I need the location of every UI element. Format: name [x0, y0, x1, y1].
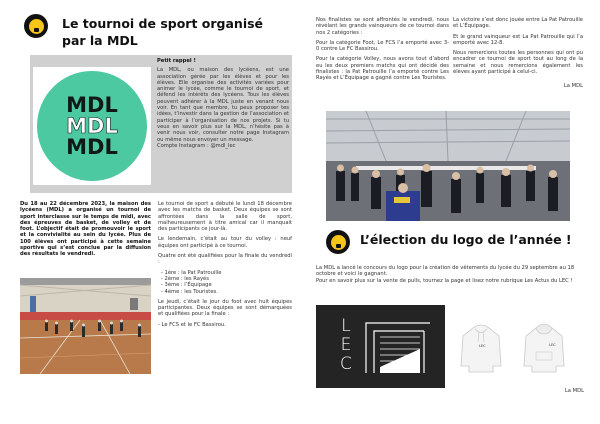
- rappel-block: [157, 58, 289, 153]
- team-list: [158, 270, 292, 295]
- results-column-b: [453, 17, 583, 94]
- lec-letter-l: L: [341, 316, 351, 336]
- foot-result-paragraph: Pour la catégorie Foot, Le FCS l’a emporté avec 3-0 contre Le FC Bassirou.: [316, 39, 449, 53]
- qualified-paragraph: Quatre ont été qualifiées pour la finale du vendredi :: [158, 253, 292, 266]
- thanks-paragraph: Nous remercions toutes les personnes qui ont pu encadrer ce tournoi de sport tout au long de la semaine et nous remercions également les élèves ayant participé à celui-ci.: [453, 50, 583, 76]
- pull-sale-paragraph: Pour en savoir plus sur la vente de pulls, tournez la page et lisez notre rubrique Les Actus du LEC !: [316, 277, 573, 284]
- results-column-a: [316, 17, 449, 86]
- lightbulb-icon: [24, 14, 48, 38]
- logo-contest-paragraph: La MDL a lancé le concours du logo pour la création de vêtements du lycée du 29 septembre au 18 octobre et voici le gagnant.: [316, 265, 575, 278]
- volley-photo: [326, 111, 570, 221]
- rappel-text: La MDL, ou maison des lycéens, est une association gérée par les élèves et pour les élèves. Elle organise des activités variées pour animer le lycée, comme le tournoi de sport, et défend les intérêts des lycéens. Tous les élèves peuvent adhérer à la MDL juste en venant nous voir. En tant que membre, tu peux proposer tes idées, t’investir dans la gestion de l’association et participer à l’organisation de nos projets. Si tu veux en savoir plus sur la MDL, n’hésite pas à venir nous voir, consulter notre page Instagram ou même nous envoyer un message.: [157, 67, 289, 143]
- mdl-logo: [33, 67, 151, 185]
- lightbulb-icon: [326, 230, 350, 254]
- logo-election-title: L’élection du logo de l’année !: [360, 232, 572, 247]
- rappel-heading: Petit rappel !: [157, 58, 196, 64]
- final-match-paragraph: La victoire s’est donc jouée entre La Pat Patrouille et L’Équipage.: [453, 17, 583, 30]
- hoodie-lec-label: LEC: [549, 343, 556, 347]
- page-title-tournoi: Le tournoi de sport organisé par la MDL: [62, 16, 264, 48]
- signature-mdl-2: La MDL: [564, 388, 584, 394]
- mdl-logo-text-3: MDL: [66, 134, 118, 159]
- lec-letter-c: C: [340, 354, 352, 374]
- team-item: - 4ème : les Touristes.: [161, 288, 218, 295]
- team-item: - 2ème : les Rayés: [161, 275, 209, 282]
- finalists-paragraph: Nos finalistes se sont affrontés le vendredi, nous révélant les grands vainqueurs de ce tournoi dans nos 2 catégories :: [316, 17, 449, 36]
- gym-photo: [20, 278, 151, 374]
- foot-paragraph: Le jeudi, c’était le jour du foot avec huit équipes participantes. Deux équipes se sont démarquées et qualifiées pour la finale :: [158, 298, 292, 318]
- signature-mdl: La MDL: [563, 83, 583, 90]
- lec-letter-e: E: [340, 335, 352, 355]
- team-item: - 1ère : la Pat Patrouille: [161, 269, 222, 276]
- hoodie-white-1: [459, 322, 503, 374]
- mdl-logo-text-1: MDL: [66, 92, 118, 117]
- volley-paragraph: Le lendemain, c’était au tour du volley : neuf équipes ont participé à ce tournoi.: [158, 236, 292, 249]
- foot-finalists: - Le FCS et le FC Bassirou.: [158, 321, 226, 328]
- basket-paragraph: Le tournoi de sport a débuté le lundi 18 décembre avec les matchs de basket. Deux équipes se sont affrontées dans la salle de sport, malheureusement à titre amical car il manquait des participants ce jour-là.: [158, 201, 292, 233]
- logo-contest-text: [316, 265, 588, 284]
- team-item: - 3ème : l’Équipage: [161, 282, 212, 289]
- winner-paragraph: Et le grand vainqueur est La Pat Patrouille qui l’a emporté avec 12-8.: [453, 33, 583, 46]
- volley-result-paragraph: Pour la catégorie Volley, nous avons tout d’abord eu les deux premiers matchs qui ont décidé des finalistes : la Pat Patrouille l’a emporté contre Les Rayés et L’Équipage a gagné contre Les Touristes.: [316, 56, 449, 82]
- mdl-logo-text-2: MDL: [66, 113, 118, 138]
- lec-logo: [316, 305, 445, 388]
- intro-paragraph: Du 18 au 22 décembre 2023, la maison des lycéens (MDL) a organisé un tournoi de sport interclasse sur le temps de midi, avec des épreuves de basket, de volley et de foot. L’objectif était de promouvoir le sport et la convivialité au sein du lycée. Plus de 100 élèves ont participé à cette semaine sportive qui s’est conclue par la diffusion des résultats le vendredi.: [20, 201, 151, 258]
- tournoi-column: [158, 201, 292, 332]
- hoodie-white-2: [522, 322, 566, 374]
- hoodie-lec-label: LEC: [479, 344, 486, 348]
- instagram-text: Compte Instagram : @mdl_lec: [157, 142, 236, 149]
